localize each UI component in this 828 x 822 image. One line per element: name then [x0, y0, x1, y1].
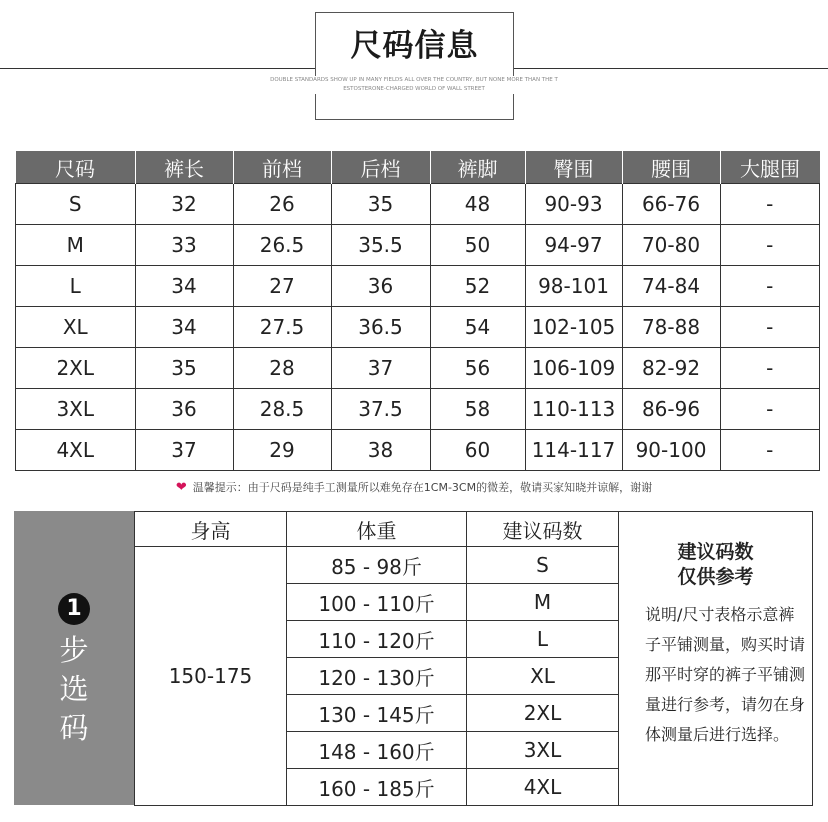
cell: L: [16, 266, 136, 307]
weight-cell: 100 - 110斤: [287, 584, 467, 621]
table-row: [16, 225, 820, 266]
cell: 70-80: [622, 225, 720, 266]
size-table: [15, 151, 820, 471]
cell: 37: [135, 430, 233, 471]
recommend-header: [135, 512, 813, 547]
cell: 33: [135, 225, 233, 266]
cell: 48: [430, 184, 525, 225]
cell: M: [16, 225, 136, 266]
col-weight: 体重: [287, 512, 467, 547]
cell: 54: [430, 307, 525, 348]
cell: 50: [430, 225, 525, 266]
weight-cell: 120 - 130斤: [287, 658, 467, 695]
step-panel: [14, 511, 134, 805]
cell: -: [720, 389, 820, 430]
size-cell: 2XL: [467, 695, 619, 732]
table-row: [16, 266, 820, 307]
col-height: 身高: [135, 512, 287, 547]
note-body: 说明/尺寸表格示意裤子平铺测量，购买时请那平时穿的裤子平铺测量进行参考，请勿在身体测量后进行选择。: [645, 605, 806, 744]
weight-cell: 130 - 145斤: [287, 695, 467, 732]
size-cell: 3XL: [467, 732, 619, 769]
col-size: 尺码: [16, 151, 136, 184]
cell: 82-92: [622, 348, 720, 389]
cell: 94-97: [525, 225, 622, 266]
table-row: [16, 307, 820, 348]
cell: 90-93: [525, 184, 622, 225]
cell: -: [720, 430, 820, 471]
cell: 27: [233, 266, 331, 307]
cell: 66-76: [622, 184, 720, 225]
note-title: [619, 540, 812, 590]
cell: 52: [430, 266, 525, 307]
col-hip: 臀围: [525, 151, 622, 184]
table-row: [16, 389, 820, 430]
note-title-line: 仅供参考: [677, 566, 754, 588]
size-cell: L: [467, 621, 619, 658]
col-leg-opening: 裤脚: [430, 151, 525, 184]
cell: 56: [430, 348, 525, 389]
col-waist: 腰围: [622, 151, 720, 184]
col-recommended-size: 建议码数: [467, 512, 619, 547]
size-cell: XL: [467, 658, 619, 695]
cell: 37: [331, 348, 430, 389]
cell: 102-105: [525, 307, 622, 348]
size-cell: S: [467, 547, 619, 584]
cell: 4XL: [16, 430, 136, 471]
cell: 28: [233, 348, 331, 389]
cell: 3XL: [16, 389, 136, 430]
cell: 35: [135, 348, 233, 389]
cell: 78-88: [622, 307, 720, 348]
cell: 110-113: [525, 389, 622, 430]
size-notice: [0, 479, 828, 495]
cell: 2XL: [16, 348, 136, 389]
cell: 58: [430, 389, 525, 430]
col-front-rise: 前档: [233, 151, 331, 184]
cell: 37.5: [331, 389, 430, 430]
step-label-char: 步: [59, 633, 89, 667]
height-range-cell: 150-175: [135, 547, 287, 806]
table-row: [16, 430, 820, 471]
notice-text: 温馨提示：由于尺码是纯手工测量所以难免存在1CM-3CM的微差，敬请买家知晓并谅解，谢谢: [192, 481, 653, 494]
cell: 36: [135, 389, 233, 430]
cell: 26: [233, 184, 331, 225]
step-label: [14, 631, 134, 748]
note-title-line: 建议码数: [677, 541, 754, 563]
col-thigh: 大腿围: [720, 151, 820, 184]
cell: -: [720, 348, 820, 389]
size-table-header: [16, 151, 820, 184]
page-subtitle: [230, 76, 598, 94]
cell: 26.5: [233, 225, 331, 266]
cell: 74-84: [622, 266, 720, 307]
cell: 35: [331, 184, 430, 225]
weight-cell: 160 - 185斤: [287, 769, 467, 806]
cell: 36.5: [331, 307, 430, 348]
recommend-note: [619, 512, 813, 806]
cell: 32: [135, 184, 233, 225]
cell: 34: [135, 266, 233, 307]
size-recommendation-table: [134, 511, 813, 806]
size-cell: 4XL: [467, 769, 619, 806]
table-row: [16, 184, 820, 225]
subtitle-line-2: ESTOSTERONE-CHARGED WORLD OF WALL STREET: [343, 86, 485, 92]
step-label-char: 选: [59, 672, 89, 706]
cell: 27.5: [233, 307, 331, 348]
cell: -: [720, 225, 820, 266]
col-back-rise: 后档: [331, 151, 430, 184]
size-cell: M: [467, 584, 619, 621]
cell: 86-96: [622, 389, 720, 430]
step-number-badge: 1: [58, 593, 90, 625]
cell: 36: [331, 266, 430, 307]
cell: 60: [430, 430, 525, 471]
weight-cell: 85 - 98斤: [287, 547, 467, 584]
cell: S: [16, 184, 136, 225]
heart-icon: ❤: [175, 480, 187, 495]
cell: 35.5: [331, 225, 430, 266]
subtitle-line-1: DOUBLE STANDARDS SHOW UP IN MANY FIELDS ALL OVER THE COUNTRY, BUT NONE MORE THAN THE T: [270, 77, 558, 83]
col-pant-length: 裤长: [135, 151, 233, 184]
weight-cell: 110 - 120斤: [287, 621, 467, 658]
cell: -: [720, 266, 820, 307]
cell: 114-117: [525, 430, 622, 471]
cell: XL: [16, 307, 136, 348]
cell: -: [720, 307, 820, 348]
cell: -: [720, 184, 820, 225]
cell: 106-109: [525, 348, 622, 389]
cell: 38: [331, 430, 430, 471]
cell: 90-100: [622, 430, 720, 471]
table-row: [16, 348, 820, 389]
cell: 28.5: [233, 389, 331, 430]
cell: 34: [135, 307, 233, 348]
cell: 29: [233, 430, 331, 471]
step-label-char: 码: [59, 711, 89, 745]
weight-cell: 148 - 160斤: [287, 732, 467, 769]
cell: 98-101: [525, 266, 622, 307]
page-title: 尺码信息: [350, 28, 479, 64]
